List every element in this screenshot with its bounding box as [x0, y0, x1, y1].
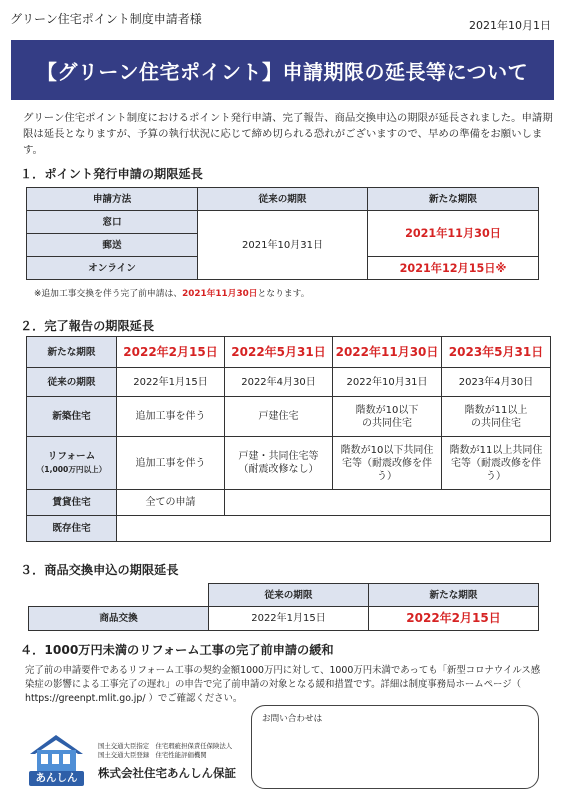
reform-4: 階数が11以上共同住宅等（耐震改修を伴う）: [442, 437, 551, 490]
section4-heading: ４．1000万円未満のリフォーム工事の完了前申請の緩和: [20, 643, 334, 657]
col-header-old: 従来の期限: [198, 188, 368, 211]
new-house-1: 追加工事を伴う: [117, 397, 225, 437]
anshin-logo: [27, 732, 86, 787]
new-date-1: 2022年2月15日: [117, 337, 225, 368]
title-banner: [11, 40, 554, 100]
inquiry-box: [251, 705, 539, 789]
note-suffix: となります。: [257, 289, 310, 299]
addressee: グリーン住宅ポイント制度申請者様: [10, 12, 202, 26]
new-deadline-online: 2021年12月15日※: [368, 257, 539, 280]
blank-corner: [29, 584, 209, 607]
org-line1: 国土交通大臣指定 住宅瑕疵担保責任保険法人: [98, 742, 233, 750]
reform-label: リフォーム: [47, 451, 96, 462]
new-date-2: 2022年5月31日: [225, 337, 333, 368]
row-label-old: 従来の期限: [27, 368, 117, 397]
section4-text: 完了前の申請要件であるリフォーム工事の契約金額1000万円に対して、1000万円未満であっても「新型コロナウイルス感染症の影響による工事完了の遅れ」の申告で完了前申請の対象となる緩和措置です。詳細は制度事務局ホームページ（ https://greenpt.mlit.go.jp/ ）でご確認ください。: [25, 665, 541, 704]
new-house-3: 階数が10以下の共同住宅: [333, 397, 442, 437]
company-name: 株式会社住宅あんしん保証: [98, 766, 236, 780]
reform-2: 戸建・共同住宅等（耐震改修なし）: [225, 437, 333, 490]
new-house-2: 戸建住宅: [225, 397, 333, 437]
row-label-new: 新たな期限: [27, 337, 117, 368]
section1-note: [34, 286, 310, 299]
issue-date: 2021年10月1日: [469, 19, 551, 32]
s3-header-new: 新たな期限: [369, 584, 539, 607]
rental-empty: [225, 490, 551, 516]
section1-table: [26, 187, 539, 280]
row-label-new-house: 新築住宅: [27, 397, 117, 437]
new-date-3: 2022年11月30日: [333, 337, 442, 368]
row-label-reform: [27, 437, 117, 490]
inquiry-label: お問い合わせは: [262, 714, 323, 724]
method-online: オンライン: [27, 257, 198, 280]
col-header-method: 申請方法: [27, 188, 198, 211]
reform-sublabel: （1,000万円以上）: [36, 465, 107, 474]
old-date-3: 2022年10月31日: [333, 368, 442, 397]
reform-3: 階数が10以下共同住宅等（耐震改修を伴う）: [333, 437, 442, 490]
row-label-exchange: 商品交換: [29, 607, 209, 631]
note-prefix: ※追加工事交換を伴う完了前申請は、: [34, 289, 183, 299]
section3-heading: ３．商品交換申込の期限延長: [20, 563, 179, 577]
logo-text: あんしん: [35, 772, 78, 784]
method-counter: 窓口: [27, 211, 198, 234]
s3-header-old: 従来の期限: [209, 584, 369, 607]
col-header-new: 新たな期限: [368, 188, 539, 211]
new-date-4: 2023年5月31日: [442, 337, 551, 368]
new-deadline-counter-mail: 2021年11月30日: [368, 211, 539, 257]
old-deadline: 2021年10月31日: [198, 211, 368, 280]
old-date-4: 2023年4月30日: [442, 368, 551, 397]
existing-empty: [117, 516, 551, 542]
section2-table: [26, 336, 551, 542]
org-credentials: [98, 742, 232, 760]
exchange-new: 2022年2月15日: [369, 607, 539, 631]
section2-heading: ２．完了報告の期限延長: [20, 319, 155, 333]
row-label-rental: 賃貸住宅: [27, 490, 117, 516]
page-title: 【グリーン住宅ポイント】申請期限の延長等について: [36, 59, 529, 84]
method-mail: 郵送: [27, 234, 198, 257]
section3-table: [28, 583, 539, 631]
org-line2: 国土交通大臣登録 住宅性能評価機関: [98, 751, 207, 759]
section1-heading: １．ポイント発行申請の期限延長: [20, 167, 203, 181]
exchange-old: 2022年1月15日: [209, 607, 369, 631]
rental-cell: 全ての申請: [117, 490, 225, 516]
note-date: 2021年11月30日: [182, 289, 258, 299]
old-date-2: 2022年4月30日: [225, 368, 333, 397]
old-date-1: 2022年1月15日: [117, 368, 225, 397]
row-label-existing: 既存住宅: [27, 516, 117, 542]
reform-1: 追加工事を伴う: [117, 437, 225, 490]
new-house-4: 階数が11以上の共同住宅: [442, 397, 551, 437]
intro-text: グリーン住宅ポイント制度におけるポイント発行申請、完了報告、商品交換申込の期限が延長されました。申請期限は延長となりますが、予算の執行状況に応じて締め切られる恐れがございますので、早めの準備をお願いします。: [23, 112, 553, 156]
